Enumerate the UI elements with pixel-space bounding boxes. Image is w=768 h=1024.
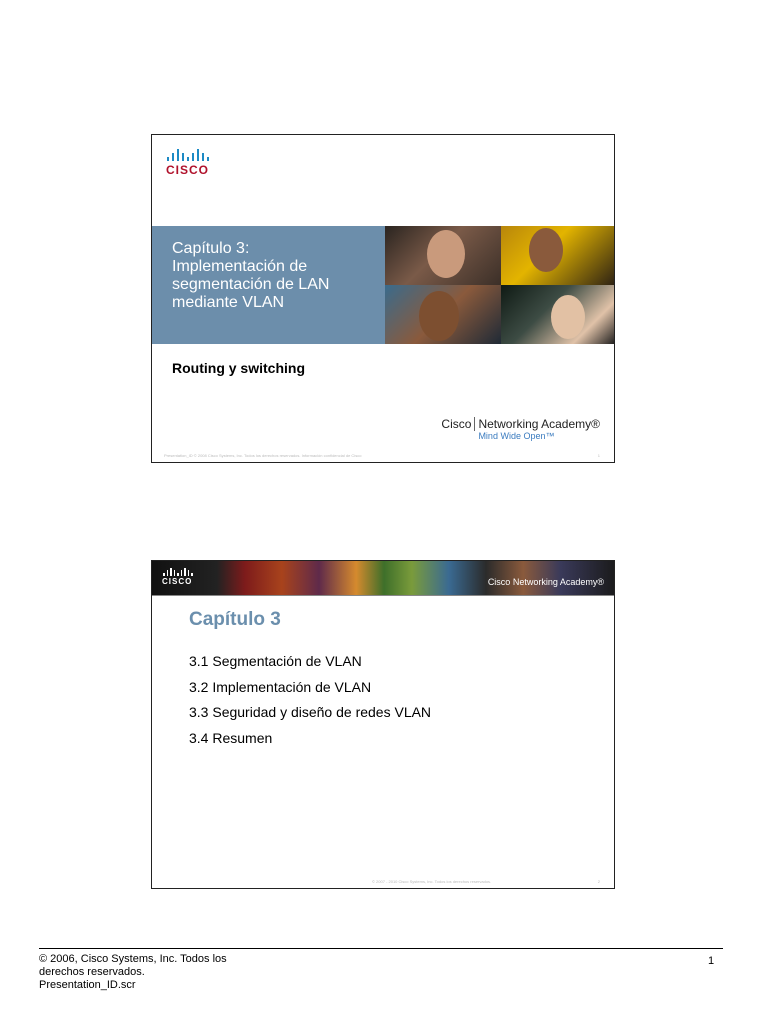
page-number: 1: [708, 955, 715, 967]
slide-contents: [151, 560, 615, 889]
slide-page-number: 2: [597, 879, 600, 884]
academy-cisco-word: Cisco: [441, 417, 475, 431]
cisco-bars-icon: [166, 149, 226, 161]
photo-smiling-man: [385, 285, 501, 344]
photo-man-thinking: [385, 226, 501, 285]
title-line: Capítulo 3:: [172, 240, 250, 257]
table-of-contents: [189, 653, 431, 755]
copyright-line: © 2006, Cisco Systems, Inc. Todos los: [39, 953, 227, 965]
footer-rule: [39, 948, 723, 949]
toc-item: 3.3 Seguridad y diseño de redes VLAN: [189, 704, 432, 720]
page-footer-copyright: [39, 953, 227, 992]
presentation-id: Presentation_ID.scr: [39, 979, 136, 991]
copyright-line: derechos reservados.: [39, 966, 145, 978]
toc-item: 3.2 Implementación de VLAN: [189, 678, 372, 695]
title-line: segmentación de LAN: [172, 276, 330, 293]
slide-title: [151, 134, 615, 463]
toc-item: 3.4 Resumen: [189, 729, 273, 746]
toc-item: 3.1 Segmentación de VLAN: [189, 653, 362, 669]
slide-subtitle: Routing y switching: [172, 360, 305, 376]
academy-tagline: Mind Wide Open™: [478, 431, 555, 441]
banner-academy-text: Cisco Networking Academy®: [487, 577, 604, 587]
cisco-logo: [166, 149, 226, 179]
cisco-logo-text: CISCO: [162, 577, 193, 586]
photo-woman: [501, 285, 615, 344]
chapter-title: Capítulo 3: [189, 609, 281, 630]
title-line: Implementación de: [172, 258, 308, 275]
cisco-logo-text: CISCO: [166, 163, 210, 177]
slide-footer-text: Presentation_ID © 2008 Cisco Systems, Inc. Todos los derechos reservados. Información confidencial de Cisco: [164, 453, 362, 458]
networking-academy-logo: [441, 417, 600, 441]
title-line: mediante VLAN: [172, 294, 285, 311]
slide-page-number: 1: [597, 453, 600, 458]
academy-name: Networking Academy®: [478, 417, 600, 431]
cisco-logo: [162, 568, 193, 586]
cisco-bars-icon: [162, 568, 193, 576]
photo-banner: [152, 561, 615, 596]
student-photos: [385, 226, 615, 344]
title-band: [152, 226, 385, 344]
slide-footer-text: © 2007 - 2010 Cisco Systems, Inc. Todos los derechos reservados.: [372, 879, 492, 884]
photo-young-man: [501, 226, 615, 285]
